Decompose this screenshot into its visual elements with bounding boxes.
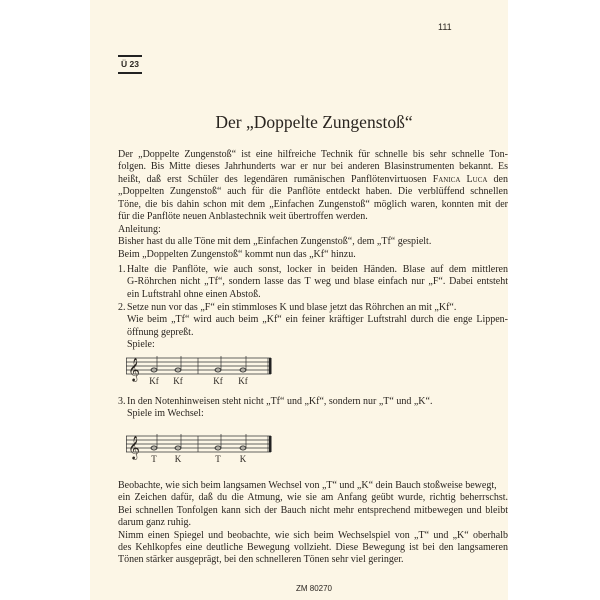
text-line: für die Panflöte neuen Anblastechnik weit übertroffen werden. (118, 211, 368, 223)
text-line: Beim „Doppelten Zungenstoß“ kommt nun das „Kf“ hinzu. (118, 248, 356, 260)
composer-name: Fanica Luca (432, 173, 488, 185)
intro-paragraph (118, 149, 508, 223)
music-staff-1 (126, 350, 286, 386)
text-line: folgen. Bis Mitte dieses Jahrhunderts war er nur bei anderen Blasinstrumenten bekannt. Es (118, 161, 508, 173)
text-line: Töne, die bis dahin schon mit dem „Einfachen Zungenstoß“ möglich waren, konnten mit der (118, 198, 508, 210)
text-line: Setze nun vor das „F“ ein stimmloses K und blase jetzt das Röhrchen an mit „Kf“. (127, 302, 457, 313)
half-notes (151, 434, 246, 450)
syllable-label: T (151, 454, 157, 464)
text-line: ein Luftstrahl ohne einen Abstoß. (127, 288, 261, 300)
text-line: Tönen stärker ausgeprägt, bei den schnelleren Tönen sehr viel geringer. (118, 554, 404, 566)
treble-clef-icon: 𝄞 (128, 437, 140, 459)
half-notes (151, 356, 246, 372)
page-title: Der „Doppelte Zungenstoß“ (215, 112, 413, 132)
text-line: ein Zeichen dafür, daß du die Atmung, wie sie am Anfang geübt wurde, richtig beherrschst. (118, 492, 508, 504)
exercise-label: Ü 23 (118, 55, 142, 74)
step-2 (118, 302, 508, 352)
text-line: darum ganz ruhig. (118, 517, 192, 529)
instructions-heading: Anleitung: (118, 224, 161, 235)
syllable-label: K (174, 454, 182, 464)
text-line: Nimm einen Spiegel und beobachte, wie sich beim Wechselspiel von „T“ und „K“ oberhalb (118, 529, 508, 541)
step-1 (118, 264, 508, 301)
text-line: „Doppelten Zungenstoß“ auch für die Panflöte entdeckt haben. Die verblüffend schnellen (118, 186, 508, 198)
text-line: heißt, daß erst Schüler des legendären rumänischen Panflötenvirtuosen Fanica Luca den (118, 173, 508, 185)
syllable-label: Kf (173, 376, 183, 386)
text-line: Bei schnellen Tonfolgen kann sich der Bauch nicht mehr entsprechend mitbewegen und bleibt (118, 504, 508, 516)
text-line: Beobachte, wie sich beim langsamen Wechsel von „T“ und „K“ dein Bauch stoßweise bewegt, (118, 480, 497, 491)
text-line: Halte die Panflöte, wie auch sonst, locker in beiden Händen. Blase auf dem mittleren (127, 264, 508, 275)
syllable-label: K (239, 454, 247, 464)
instructions (118, 224, 508, 261)
step-3 (118, 396, 508, 421)
text-line: Wie beim „Tf“ wird auch beim „Kf“ ein feiner kräftiger Luftstrahl durch die enge Lippen- (127, 314, 508, 326)
text-line: des Kehlkopfes eine deutliche Bewegung vollzieht. Diese Bewegung ist bei den langsameren (118, 542, 508, 554)
text-line: Bisher hast du alle Töne mit dem „Einfachen Zungenstoß“, dem „Tf“ gespielt. (118, 236, 432, 248)
footer-code: ZM 80270 (295, 584, 333, 593)
syllable-label: Kf (238, 376, 248, 386)
text-line: G-Röhrchen nicht „Tf“, sondern lasse das T weg und blase einfach nur „F“. Dabei entsteht (127, 276, 508, 288)
text-line: Der „Doppelte Zungenstoß“ ist eine hilfreiche Technik für schnelle bis sehr schnelle Ton- (118, 149, 508, 160)
page-number: 111 (438, 22, 452, 32)
step-number: 2. (118, 302, 126, 313)
syllable-label: Kf (149, 376, 159, 386)
syllable-label: T (215, 454, 221, 464)
treble-clef-icon: 𝄞 (128, 359, 140, 381)
text-line: In den Notenhinweisen steht nicht „Tf“ und „Kf“, sondern nur „T“ und „K“. (127, 396, 433, 407)
text-line: öffnung gepreßt. (127, 326, 194, 338)
syllable-label: Kf (213, 376, 223, 386)
step-number: 3. (118, 396, 126, 407)
observe-paragraph (118, 480, 508, 567)
text-line: Spiele: (127, 339, 155, 351)
step-number: 1. (118, 264, 126, 275)
music-staff-2 (126, 428, 286, 464)
text-line: Spiele im Wechsel: (127, 408, 204, 420)
